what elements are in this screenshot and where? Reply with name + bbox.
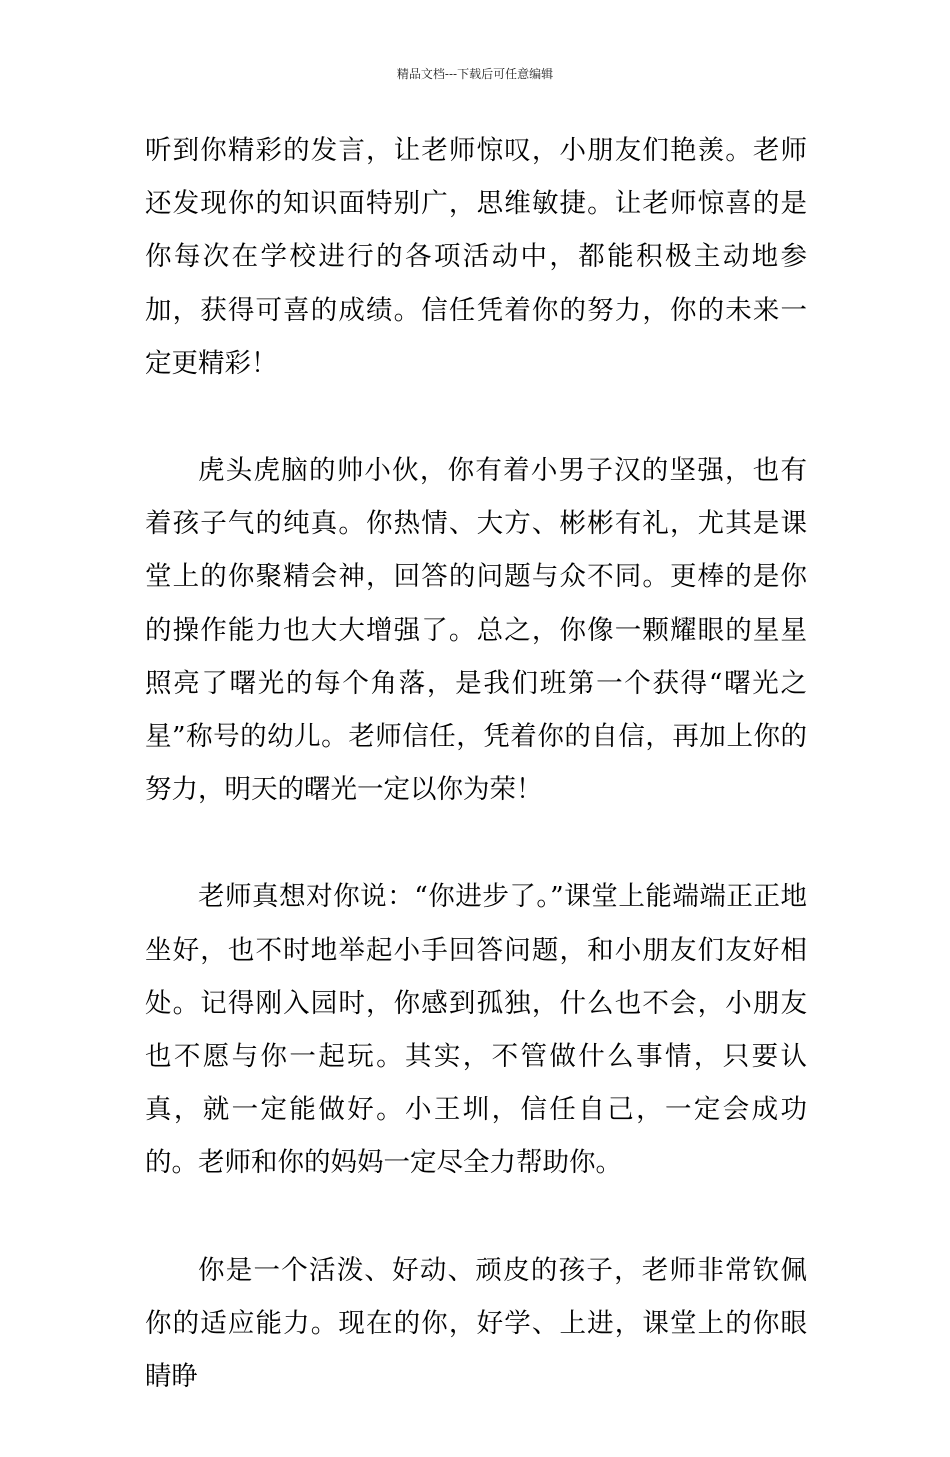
- document-body: [145, 124, 807, 1457]
- paragraph-3: 老师真想对你说：“你进步了。”课堂上能端端正正地坐好，也不时地举起小手回答问题，和小朋友们友好相处。记得刚入园时，你感到孤独，什么也不会，小朋友也不愿与你一起玩。其实，不管做什么事情，只要认真，就一定能做好。小王圳，信任自己，一定会成功的。老师和你的妈妈一定尽全力帮助你。: [145, 881, 807, 1179]
- paragraph-4: 你是一个活泼、好动、顽皮的孩子，老师非常钦佩你的适应能力。现在的你，好学、上进，课堂上的你眼睛睁: [145, 1254, 807, 1393]
- paragraph-2: 虎头虎脑的帅小伙，你有着小男子汉的坚强，也有着孩子气的纯真。你热情、大方、彬彬有礼，尤其是课堂上的你聚精会神，回答的问题与众不同。更棒的是你的操作能力也大大增强了。总之，你像一颗耀眼的星星照亮了曙光的每个角落，是我们班第一个获得“曙光之星”称号的幼儿。老师信任，凭着你的自信，再加上你的努力，明天的曙光一定以你为荣！: [145, 455, 807, 806]
- page-header: 精品文档---下载后可任意编辑: [396, 67, 554, 81]
- paragraph-1: 听到你精彩的发言，让老师惊叹，小朋友们艳羡。老师还发现你的知识面特别广，思维敏捷。让老师惊喜的是你每次在学校进行的各项活动中，都能积极主动地参加，获得可喜的成绩。信任凭着你的努力，你的未来一定更精彩！: [145, 135, 807, 379]
